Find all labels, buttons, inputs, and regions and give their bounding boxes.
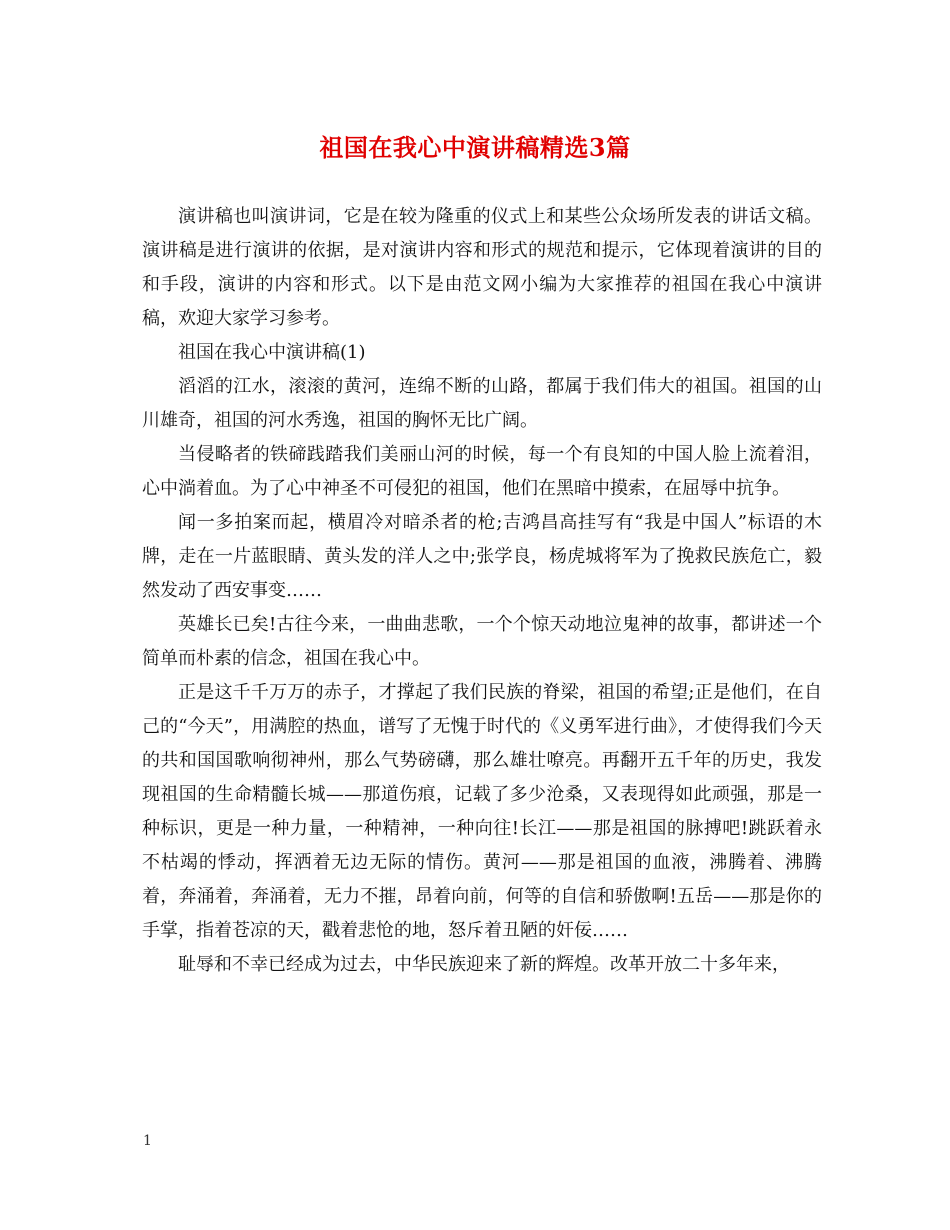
document-title: 祖国在我心中演讲稿精选3篇: [319, 133, 631, 162]
page-number: 1: [143, 1133, 152, 1149]
paragraph: 当侵略者的铁碲践踏我们美丽山河的时候，每一个有良知的中国人脸上流着泪，心中淌着血。为了心中神圣不可侵犯的祖国，他们在黑暗中摸索，在屈辱中抗争。: [142, 444, 822, 499]
paragraph: 耻辱和不幸已经成为过去，中华民族迎来了新的辉煌。改革开放二十多年来，: [178, 954, 790, 975]
paragraph-intro: 演讲稿也叫演讲词，它是在较为隆重的仪式上和某些公众场所发表的讲话文稿。演讲稿是进行演讲的依据，是对演讲内容和形式的规范和提示，它体现着演讲的目的和手段，演讲的内容和形式。以下是由范文网小编为大家推荐的祖国在我心中演讲稿，欢迎大家学习参考。: [142, 206, 822, 329]
paragraph: 闻一多拍案而起，横眉冷对暗杀者的枪;吉鸿昌高挂写有“我是中国人”标语的木牌，走在一片蓝眼睛、黄头发的洋人之中;张学良，杨虎城将军为了挽救民族危亡，毅然发动了西安事变……: [142, 512, 822, 601]
paragraph: 滔滔的江水，滚滚的黄河，连绵不断的山路，都属于我们伟大的祖国。祖国的山川雄奇，祖国的河水秀逸，祖国的胸怀无比广阔。: [142, 376, 822, 431]
paragraph: 正是这千千万万的赤子，才撑起了我们民族的脊梁，祖国的希望;正是他们，在自己的“今天”，用满腔的热血，谱写了无愧于时代的《义勇军进行曲》，才使得我们今天的共和国国歌响彻神州，那么气势磅礴，那么雄壮嘹亮。再翻开五千年的历史，我发现祖国的生命精髓长城——那道伤痕，记载了多少沧桑，又表现得如此顽强，那是一种标识，更是一种力量，一种精神，一种向往!长江——那是祖国的脉搏吧!跳跃着永不枯竭的悸动，挥洒着无边无际的情伤。黄河——那是祖国的血液，沸腾着、沸腾着，奔涌着，奔涌着，无力不摧，昂着向前，何等的自信和骄傲啊!五岳——那是你的手掌，指着苍凉的天，戳着悲怆的地，怒斥着丑陋的奸佞……: [142, 682, 822, 941]
document-body: [142, 200, 822, 982]
paragraph: 英雄长已矣!古往今来，一曲曲悲歌，一个个惊天动地泣鬼神的故事，都讲述一个简单而朴素的信念，祖国在我心中。: [142, 614, 822, 669]
section-heading: 祖国在我心中演讲稿(1): [178, 342, 366, 363]
